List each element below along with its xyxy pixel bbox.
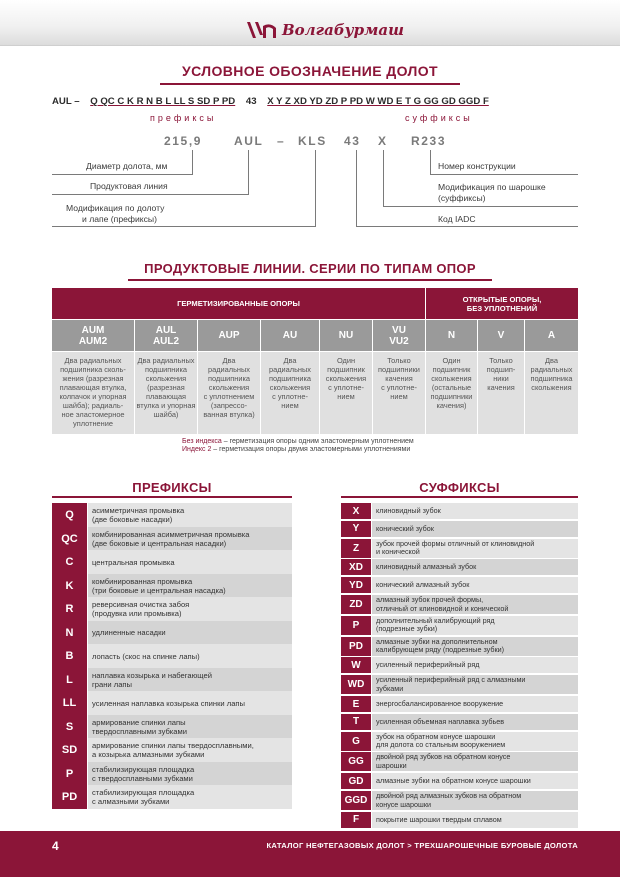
designation-title: УСЛОВНОЕ ОБОЗНАЧЕНИЕ ДОЛОТ <box>181 63 439 79</box>
prefix-code: PD <box>52 785 87 809</box>
prefix-row <box>52 762 292 786</box>
suffix-row <box>341 714 578 730</box>
description-line: радиальных <box>268 365 312 374</box>
suffix-code: GG <box>341 752 371 771</box>
suffix-code: Z <box>341 539 371 558</box>
suffix-code: T <box>341 714 371 730</box>
example-construct: R233 <box>411 134 447 148</box>
suffix-description-line: двойной ряд зубков на обратном конусе <box>376 752 511 762</box>
suffix-description-line: и конической <box>376 547 420 557</box>
product-line-header <box>426 320 477 351</box>
product-line-description <box>320 352 372 434</box>
description-line: Один <box>442 356 461 365</box>
product-line-description <box>198 352 260 434</box>
description-line: плавающая <box>145 392 187 401</box>
product-line-code-2: AUM2 <box>78 335 108 347</box>
brand-logo <box>246 18 404 42</box>
prefix-description-line: удлиненные насадки <box>92 628 166 637</box>
suffix-description-line: конический алмазный зубок <box>376 579 470 589</box>
prefix-row <box>52 574 292 598</box>
code-mid: 43 <box>245 96 257 107</box>
suffix-description <box>372 657 578 673</box>
description-line: Только <box>489 356 513 365</box>
label-mod-suffix-2: (суффиксы) <box>438 193 486 203</box>
example-dash: – <box>277 134 286 148</box>
description-line: (остальные <box>431 383 472 392</box>
suffix-code: XD <box>341 559 371 575</box>
suffix-description <box>372 577 578 593</box>
prefix-description-line: усиленная наплавка козырька спинки лапы <box>92 698 246 708</box>
description-line: подшипник <box>432 365 471 374</box>
suffix-row <box>341 521 578 537</box>
suffix-description-line: клиновидный зубок <box>376 505 441 515</box>
prefix-code: L <box>52 668 87 692</box>
prefix-description-line: реверсивная очистка забоя <box>92 600 190 609</box>
prefix-row <box>52 644 292 668</box>
prefix-description-line: а козырька алмазными зубками <box>92 750 205 759</box>
suffix-description <box>372 503 578 519</box>
suffix-code: F <box>341 812 371 828</box>
suffix-code: X <box>341 503 371 519</box>
description-line: Один <box>336 356 356 365</box>
connector-line <box>248 150 249 194</box>
prefix-description <box>88 574 292 598</box>
description-line: с уплотне- <box>328 383 364 392</box>
suffix-row <box>341 539 578 558</box>
suffix-row <box>341 812 578 828</box>
description-line: подшипника <box>268 374 312 383</box>
prefix-code: N <box>52 621 87 645</box>
product-lines-title: ПРОДУКТОВЫЕ ЛИНИИ. СЕРИИ ПО ТИПАМ ОПОР <box>144 261 476 276</box>
note-1-key: Без индекса <box>182 438 222 445</box>
example-iadc: 43 <box>344 134 361 148</box>
description-line: втулка и упорная <box>136 401 196 410</box>
prefix-description-line: наплавка козырька и набегающей <box>92 670 212 680</box>
prefix-code: Q <box>52 503 87 527</box>
prefix-code: S <box>52 715 87 739</box>
suffix-description <box>372 696 578 712</box>
header-bar <box>0 0 620 46</box>
prefix-row <box>52 550 292 574</box>
prefix-row <box>52 785 292 809</box>
description-line: Два <box>545 356 558 365</box>
product-line-description <box>261 352 319 434</box>
prefix-description-line: с алмазными зубками <box>92 797 170 806</box>
suffix-code: YD <box>341 577 371 593</box>
description-line: с уплотнением <box>203 392 255 401</box>
connector-line <box>383 206 578 207</box>
suffix-description-line: конусе шарошки <box>376 799 431 809</box>
connector-line <box>192 150 193 174</box>
description-line: уплотнение <box>73 419 113 428</box>
description-line: подшипники <box>378 365 420 374</box>
suffix-description <box>372 773 578 789</box>
product-line-code: AUM <box>81 324 105 336</box>
description-line: качения <box>487 383 515 392</box>
suffix-row <box>341 696 578 712</box>
prefix-code: R <box>52 597 87 621</box>
suffix-code: G <box>341 732 371 751</box>
code-suffixes: X Y Z XD YD ZD P PD W WD E T G GG GD GGD F <box>267 96 489 107</box>
description-line: качения) <box>436 401 467 410</box>
prefix-description-line: комбинированная промывка <box>92 576 193 586</box>
suffix-description-line: зубок на обратном конусе шарошки <box>376 731 496 741</box>
prefix-row <box>52 621 292 645</box>
note-1-text: – герметизация опоры одним эластомерным уплотнением <box>221 438 414 445</box>
description-line: нием <box>390 392 408 401</box>
prefix-description-line: асимметричная промывка <box>92 506 185 515</box>
logo-icon <box>246 20 278 40</box>
connector-line <box>52 174 193 175</box>
suffix-description-line: энергосбалансированное вооружение <box>376 698 504 708</box>
suffix-code: P <box>341 616 371 635</box>
suffix-description <box>372 675 578 694</box>
connector-line <box>52 194 249 195</box>
suffix-code: PD <box>341 637 371 656</box>
product-line-code: A <box>547 330 556 341</box>
title-divider <box>341 496 578 498</box>
example-suffix: X <box>378 134 388 148</box>
suffix-description-line: клиновидный алмазный зубок <box>376 562 477 572</box>
connector-line <box>356 226 578 227</box>
prefix-description <box>88 503 292 527</box>
suffixes-title: СУФФИКСЫ <box>419 480 500 495</box>
suffix-description-line: усиленная объемная наплавка зубьев <box>376 716 505 726</box>
description-line: качения <box>385 374 413 383</box>
suffix-description <box>372 559 578 575</box>
connector-line <box>383 150 384 206</box>
description-line: шайба) <box>153 410 179 419</box>
prefix-description-line: стабилизирующая площадка <box>92 788 195 797</box>
description-line: (запрессо- <box>210 401 248 410</box>
suffix-row <box>341 616 578 635</box>
note-2-text: – герметизация опоры двумя эластомерными уплотнениями <box>211 446 411 453</box>
suffix-label: суффиксы <box>405 113 473 123</box>
description-line: скольжения <box>531 383 572 392</box>
description-line: с уплотне- <box>381 383 417 392</box>
suffix-description <box>372 714 578 730</box>
prefix-description-line: армирование спинки лапы твердосплавными, <box>92 741 254 750</box>
prefix-description-line: (две боковые и центральная насадки) <box>92 538 227 548</box>
connector-line <box>430 150 431 174</box>
suffix-description-line: алмазный зубок прочей формы, <box>376 595 484 605</box>
suffix-description-line: для долота со стальным вооружением <box>376 740 506 750</box>
prefix-description-line: грани лапы <box>92 679 132 689</box>
prefix-description-line: стабилизирующая площадка <box>92 764 195 774</box>
label-diameter: Диаметр долота, мм <box>86 161 168 171</box>
prefix-description <box>88 527 292 551</box>
prefix-code: QC <box>52 527 87 551</box>
footer-bar <box>0 831 620 877</box>
suffix-description-line: двойной ряд алмазных зубков на обратном <box>376 791 522 801</box>
prefix-row <box>52 597 292 621</box>
suffix-row <box>341 595 578 614</box>
description-line: ники <box>493 374 509 383</box>
suffix-description-line: конический зубок <box>376 523 434 533</box>
prefix-description <box>88 644 292 668</box>
product-line-header <box>525 320 578 351</box>
prefix-description <box>88 550 292 574</box>
connector-line <box>315 150 316 226</box>
description-line: подшипники <box>430 392 473 401</box>
suffix-row <box>341 791 578 810</box>
description-line: Два <box>222 356 236 365</box>
product-line-code-2: VU2 <box>389 335 409 347</box>
suffix-description <box>372 812 578 828</box>
product-line-code: AUL <box>155 324 177 336</box>
prefix-description <box>88 668 292 692</box>
prefix-label: префиксы <box>150 113 217 123</box>
description-line: ванная втулка) <box>203 410 255 419</box>
note-2 <box>182 446 410 453</box>
description-line: шайба); радиаль- <box>62 401 124 410</box>
title-divider <box>160 83 460 85</box>
prefix-code: B <box>52 644 87 668</box>
description-line: Два <box>283 356 297 365</box>
group-open-line-1: ОТКРЫТЫЕ ОПОРЫ, <box>462 294 542 304</box>
description-line: Два радиальных <box>137 356 195 365</box>
product-line-code: AUP <box>218 330 240 341</box>
product-line-header <box>478 320 524 351</box>
prefix-description <box>88 785 292 809</box>
brand-name: Волгабурмаш <box>282 21 404 39</box>
description-line: подшип- <box>486 365 516 374</box>
suffix-code: WD <box>341 675 371 694</box>
suffix-description-line: зубками <box>376 683 404 693</box>
prefix-description <box>88 621 292 645</box>
product-line-description <box>135 352 197 434</box>
suffix-description-line: шарошки <box>376 760 407 770</box>
prefix-row <box>52 503 292 527</box>
product-line-header <box>320 320 372 351</box>
product-line-description <box>478 352 524 434</box>
product-line-code-2: AUL2 <box>152 335 180 347</box>
prefix-description-line: (три боковые и центральная насадка) <box>92 585 226 595</box>
suffix-description-line: зубок прочей формы отличный от клиновидной <box>376 538 535 548</box>
example-line: AUL <box>234 134 264 148</box>
description-line: подшипника сколь- <box>60 365 126 374</box>
prefix-description <box>88 597 292 621</box>
prefix-description <box>88 762 292 786</box>
prefix-description-line: лопасть (скос на спинке лапы) <box>92 651 200 661</box>
product-line-header <box>135 320 197 351</box>
description-line: (разрезная <box>147 383 185 392</box>
suffix-code: W <box>341 657 371 673</box>
suffix-row <box>341 503 578 519</box>
connector-line <box>52 226 316 227</box>
suffix-code: ZD <box>341 595 371 614</box>
title-divider <box>52 496 292 498</box>
prefix-row <box>52 668 292 692</box>
product-line-description <box>426 352 477 434</box>
suffix-row <box>341 657 578 673</box>
description-line: скольжения <box>145 374 187 383</box>
code-prefixes: Q QC C K R N B L LL S SD P PD <box>90 96 236 107</box>
suffix-description-line: (подрезные зубки) <box>376 624 438 634</box>
description-line: нием <box>337 392 355 401</box>
suffix-description-line: дополнительный калибрующий ряд <box>376 615 495 625</box>
product-line-header <box>261 320 319 351</box>
suffix-description <box>372 616 578 635</box>
description-line: Два радиальных <box>64 356 122 365</box>
suffix-description-line: алмазные зубки на дополнительном <box>376 636 498 646</box>
breadcrumb: КАТАЛОГ НЕФТЕГАЗОВЫХ ДОЛОТ > ТРЕХШАРОШЕЧНЫЕ БУРОВЫЕ ДОЛОТА <box>266 841 578 850</box>
group-sealed: ГЕРМЕТИЗИРОВАННЫЕ ОПОРЫ <box>52 288 425 319</box>
suffix-description-line: усиленный периферийный ряд с алмазными <box>376 675 526 685</box>
suffix-description-line: усиленный периферийный ряд <box>376 660 480 670</box>
prefix-description-line: армирование спинки лапы <box>92 717 186 727</box>
suffix-description <box>372 791 578 810</box>
prefix-code: P <box>52 762 87 786</box>
prefix-description <box>88 738 292 762</box>
prefix-description-line: (две боковые насадки) <box>92 515 173 524</box>
suffix-description-line: покрытие шарошки твердым сплавом <box>376 814 502 824</box>
suffix-row <box>341 773 578 789</box>
prefix-code: SD <box>52 738 87 762</box>
suffix-row <box>341 577 578 593</box>
product-line-description <box>373 352 425 434</box>
description-line: с уплотне- <box>272 392 308 401</box>
description-line: подшипника <box>530 374 573 383</box>
prefix-description <box>88 691 292 715</box>
description-line: скольжения <box>269 383 311 392</box>
prefix-row <box>52 738 292 762</box>
suffix-description-line: алмазные зубки на обратном конусе шарошки <box>376 775 531 785</box>
title-divider <box>128 279 492 281</box>
suffix-description-line: отличный от клиновидной и конической <box>376 603 509 613</box>
description-line: скольжения <box>431 374 472 383</box>
group-open <box>426 288 578 319</box>
prefix-row <box>52 527 292 551</box>
description-line: колпачок и упорная <box>59 392 127 401</box>
suffix-description <box>372 539 578 558</box>
description-line: ное эластомерное <box>61 410 125 419</box>
example-mod: KLS <box>298 134 327 148</box>
suffix-code: Y <box>341 521 371 537</box>
prefix-description <box>88 715 292 739</box>
suffix-code: GD <box>341 773 371 789</box>
suffix-description <box>372 521 578 537</box>
description-line: радиальных <box>530 365 573 374</box>
group-open-line-2: БЕЗ УПЛОТНЕНИЙ <box>466 303 538 313</box>
prefix-description-line: (продувка или промывка) <box>92 609 182 618</box>
label-mod-prefix-2: и лапе (префиксы) <box>82 214 157 224</box>
suffix-row <box>341 675 578 694</box>
suffix-code: E <box>341 696 371 712</box>
description-line: радиальных <box>207 365 251 374</box>
prefix-description-line: центральная промывка <box>92 557 175 567</box>
suffix-description-line: калибрующем ряду (подрезные зубки) <box>376 645 505 655</box>
product-line-header <box>373 320 425 351</box>
connector-line <box>356 150 357 226</box>
example-diameter: 215,9 <box>164 134 203 148</box>
description-line: жения (разрезная <box>62 374 124 383</box>
product-line-header <box>198 320 260 351</box>
description-line: плавающая втулка, <box>59 383 127 392</box>
prefix-row <box>52 691 292 715</box>
prefix-code: LL <box>52 691 87 715</box>
description-line: Только <box>387 356 411 365</box>
suffix-description <box>372 595 578 614</box>
product-line-code: AU <box>282 330 298 341</box>
label-mod-prefix-1: Модификация по долоту <box>66 203 165 213</box>
product-line-description <box>52 352 134 434</box>
product-line-header <box>52 320 134 351</box>
description-line: подшипника <box>144 365 188 374</box>
suffix-description <box>372 732 578 751</box>
note-1 <box>182 438 414 445</box>
suffix-description <box>372 752 578 771</box>
suffix-row <box>341 637 578 656</box>
product-line-description <box>525 352 578 434</box>
note-2-key: Индекс 2 <box>182 446 212 453</box>
product-line-code: N <box>447 330 456 341</box>
prefix-row <box>52 715 292 739</box>
designation-code <box>52 96 489 107</box>
prefix-description-line: комбинированная асимметричная промывка <box>92 529 250 539</box>
label-mod-suffix-1: Модификация по шарошке <box>438 182 546 192</box>
product-line-code: V <box>497 330 505 341</box>
suffix-row <box>341 732 578 751</box>
label-iadc: Код IADC <box>438 214 476 224</box>
label-construct: Номер конструкции <box>438 161 516 171</box>
code-start: AUL – <box>52 96 80 107</box>
prefix-code: K <box>52 574 87 598</box>
description-line: скольжения <box>325 374 367 383</box>
prefix-description-line: с твердосплавными зубками <box>92 773 193 783</box>
prefixes-title: ПРЕФИКСЫ <box>132 480 212 495</box>
description-line: скольжения <box>208 383 250 392</box>
prefix-description-line: твердосплавными зубками <box>92 726 187 736</box>
connector-line <box>430 174 578 175</box>
description-line: нием <box>281 401 299 410</box>
suffix-code: GGD <box>341 791 371 810</box>
label-product-line: Продуктовая линия <box>90 181 168 191</box>
prefix-code: C <box>52 550 87 574</box>
product-line-code: VU <box>392 324 406 336</box>
page-number: 4 <box>52 839 59 853</box>
suffix-description <box>372 637 578 656</box>
description-line: подшипника <box>207 374 251 383</box>
suffix-row <box>341 752 578 771</box>
description-line: подшипник <box>327 365 365 374</box>
product-line-code: NU <box>338 330 354 341</box>
suffix-row <box>341 559 578 575</box>
